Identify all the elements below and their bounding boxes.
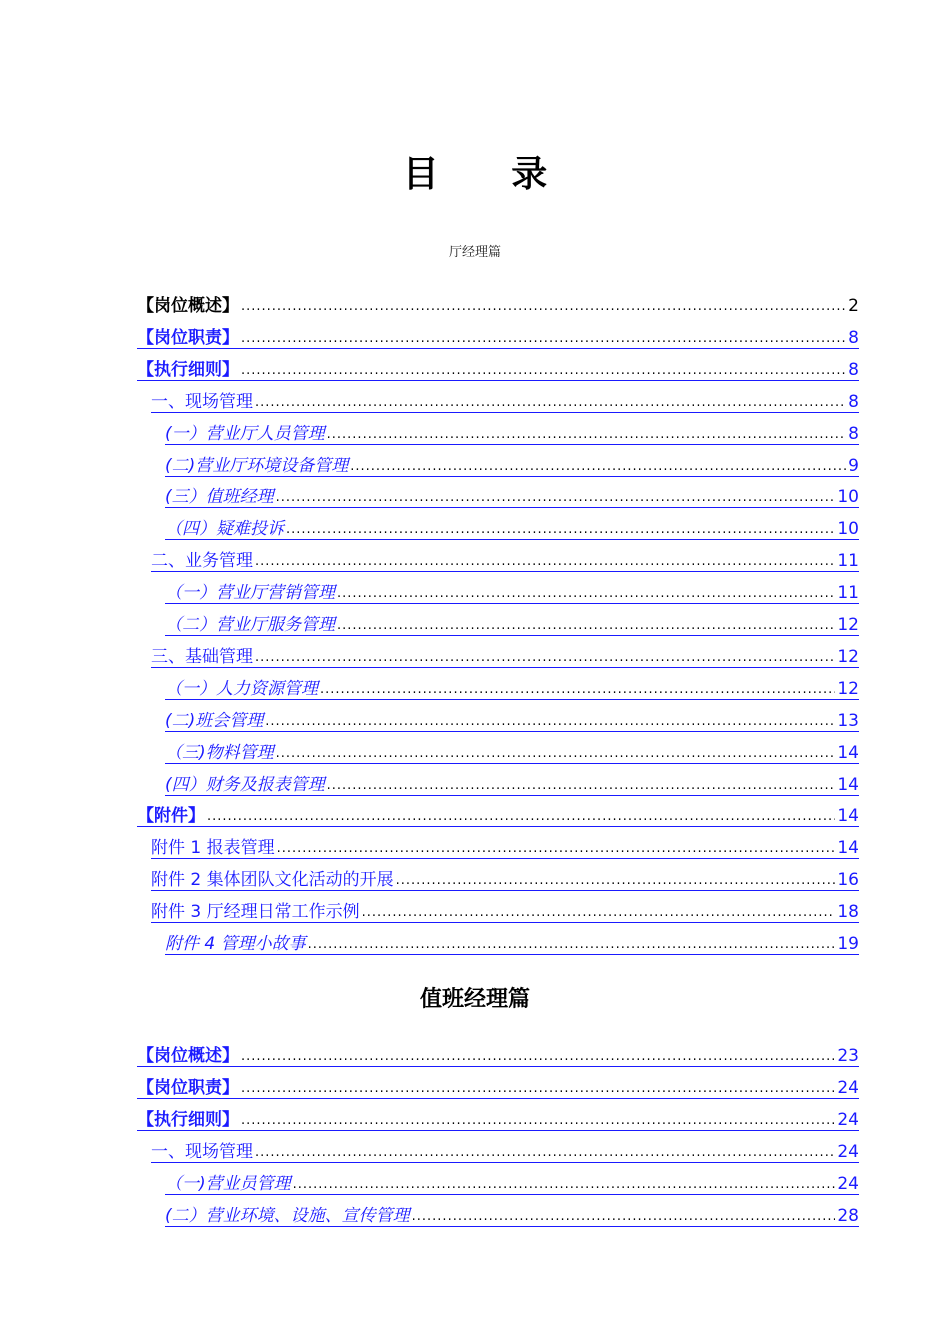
- toc-entry[interactable]: [165, 452, 859, 477]
- toc-entry-page-number: 10: [837, 519, 859, 540]
- toc-entry-label: （一)营业员管理: [165, 1173, 291, 1194]
- toc-entry[interactable]: [151, 834, 859, 859]
- toc-entry-label: （四）疑难投诉: [165, 519, 284, 540]
- toc-leader-dots: [241, 363, 846, 379]
- toc-entry-label: 附件 2 集体团队文化活动的开展: [151, 870, 394, 891]
- toc-entry-page-number: 11: [837, 583, 859, 604]
- toc-entry-page-number: 19: [837, 934, 859, 954]
- toc-leader-dots: [255, 554, 835, 570]
- toc-entry-label: 附件 3 厅经理日常工作示例: [151, 902, 360, 923]
- toc-entry-label: 【岗位概述】: [137, 296, 239, 316]
- toc-entry-page-number: 12: [837, 678, 859, 699]
- toc-entry-page-number: 14: [837, 774, 859, 795]
- toc-entry-label: 【执行细则】: [137, 359, 239, 380]
- toc-entry-label: 【附件】: [137, 806, 205, 827]
- toc-leader-dots: [396, 873, 836, 889]
- toc-entry[interactable]: [165, 771, 859, 796]
- toc-entry-page-number: 12: [837, 615, 859, 635]
- toc-entry-label: 【岗位职责】: [137, 1077, 239, 1098]
- toc-entry: [137, 292, 859, 316]
- toc-leader-dots: [327, 427, 847, 443]
- toc-entry-page-number: 8: [848, 391, 859, 412]
- toc-leader-dots: [327, 778, 836, 794]
- section-heading-2: 值班经理篇: [419, 987, 530, 1012]
- toc-entry-label: 【执行细则】: [137, 1109, 239, 1130]
- toc-entry[interactable]: [165, 930, 859, 955]
- toc-entry-label: （二）营业厅服务管理: [165, 615, 335, 635]
- toc-entry-label: (三）值班经理: [165, 487, 274, 508]
- toc-entry-label: 二、业务管理: [151, 551, 253, 572]
- toc-entry-page-number: 24: [837, 1077, 859, 1098]
- toc-entry-label: (二）营业环境、设施、宣传管理: [165, 1205, 410, 1226]
- toc-leader-dots: [362, 905, 836, 921]
- toc-entry-page-number: 16: [837, 870, 859, 891]
- toc-entry[interactable]: [137, 356, 859, 381]
- toc-entry-label: 一、现场管理: [151, 391, 253, 412]
- toc-entry[interactable]: [165, 579, 859, 604]
- toc-entry-page-number: 2: [848, 296, 859, 316]
- toc-entry-label: (一）营业厅人员管理: [165, 423, 325, 444]
- toc-leader-dots: [255, 1145, 835, 1161]
- toc-entry-label: 附件 1 报表管理: [151, 838, 275, 859]
- toc-leader-dots: [207, 809, 835, 825]
- toc-entry-page-number: 14: [837, 838, 859, 859]
- toc-leader-dots: [241, 1049, 835, 1065]
- toc-entry[interactable]: [137, 1106, 859, 1131]
- toc-entry-label: (二)营业厅环境设备管理: [165, 455, 349, 476]
- section-subtitle: 厅经理篇: [448, 245, 501, 260]
- toc-entry[interactable]: [165, 707, 859, 732]
- toc-entry-page-number: 24: [837, 1173, 859, 1194]
- toc-entry-page-number: 28: [837, 1205, 859, 1226]
- toc-leader-dots: [308, 937, 836, 953]
- toc-leader-dots: [276, 746, 836, 762]
- toc-entry-page-number: 14: [837, 742, 859, 763]
- toc-entry-label: (四）财务及报表管理: [165, 774, 325, 795]
- toc-entry-label: 【岗位职责】: [137, 327, 239, 348]
- toc-entry[interactable]: [151, 898, 859, 923]
- toc-entry-label: （一）营业厅营销管理: [165, 583, 335, 604]
- toc-leader-dots: [286, 522, 835, 538]
- toc-entry[interactable]: [165, 483, 859, 508]
- toc-leader-dots: [241, 331, 846, 347]
- toc-leader-dots: [241, 299, 846, 315]
- toc-entry[interactable]: [165, 515, 859, 540]
- toc-entry-label: 附件 4 管理小故事: [165, 934, 306, 954]
- toc-entry[interactable]: [137, 1042, 859, 1067]
- toc-entry[interactable]: [151, 1138, 859, 1163]
- toc-leader-dots: [241, 1081, 835, 1097]
- toc-entry[interactable]: [165, 675, 859, 700]
- toc-entry[interactable]: [165, 611, 859, 636]
- toc-entry-page-number: 8: [848, 423, 859, 444]
- toc-entry-label: 【岗位概述】: [137, 1046, 239, 1066]
- page-title: 目 录: [402, 154, 578, 195]
- toc-entry-label: 一、现场管理: [151, 1141, 253, 1162]
- toc-entry-page-number: 10: [837, 487, 859, 508]
- toc-leader-dots: [265, 714, 835, 730]
- toc-entry[interactable]: [151, 643, 859, 668]
- toc-leader-dots: [293, 1177, 836, 1193]
- toc-entry-page-number: 14: [837, 806, 859, 827]
- toc-entry[interactable]: [165, 1170, 859, 1195]
- toc-entry-page-number: 23: [837, 1046, 859, 1066]
- toc-entry[interactable]: [151, 547, 859, 572]
- toc-entry[interactable]: [137, 1074, 859, 1099]
- toc-entry[interactable]: [137, 802, 859, 827]
- toc-entry-page-number: 8: [848, 327, 859, 348]
- toc-entry-page-number: 13: [837, 710, 859, 731]
- toc-leader-dots: [255, 650, 835, 666]
- toc-leader-dots: [255, 395, 846, 411]
- toc-entry-page-number: 8: [848, 359, 859, 380]
- toc-leader-dots: [241, 1113, 835, 1129]
- toc-entry-label: 三、基础管理: [151, 646, 253, 667]
- toc-entry-page-number: 24: [837, 1109, 859, 1130]
- toc-entry-label: （三)物料管理: [165, 742, 274, 763]
- toc-leader-dots: [320, 682, 835, 698]
- toc-leader-dots: [337, 618, 835, 634]
- toc-entry-label: （一）人力资源管理: [165, 678, 318, 699]
- toc-leader-dots: [277, 841, 836, 857]
- toc-leader-dots: [412, 1209, 836, 1225]
- toc-entry[interactable]: [165, 420, 859, 445]
- toc-entry[interactable]: [165, 739, 859, 764]
- toc-entry[interactable]: [151, 388, 859, 413]
- toc-entry-page-number: 24: [837, 1141, 859, 1162]
- toc-entry-page-number: 9: [848, 455, 859, 476]
- toc-entry[interactable]: [165, 1202, 859, 1227]
- toc-entry[interactable]: [137, 324, 859, 349]
- toc-entry-page-number: 11: [837, 551, 859, 572]
- toc-leader-dots: [337, 586, 835, 602]
- toc-leader-dots: [276, 490, 836, 506]
- toc-entry-page-number: 12: [837, 646, 859, 667]
- toc-entry-page-number: 18: [837, 902, 859, 923]
- toc-entry-label: (二)班会管理: [165, 710, 264, 731]
- toc-entry[interactable]: [151, 866, 859, 891]
- toc-leader-dots: [350, 459, 846, 475]
